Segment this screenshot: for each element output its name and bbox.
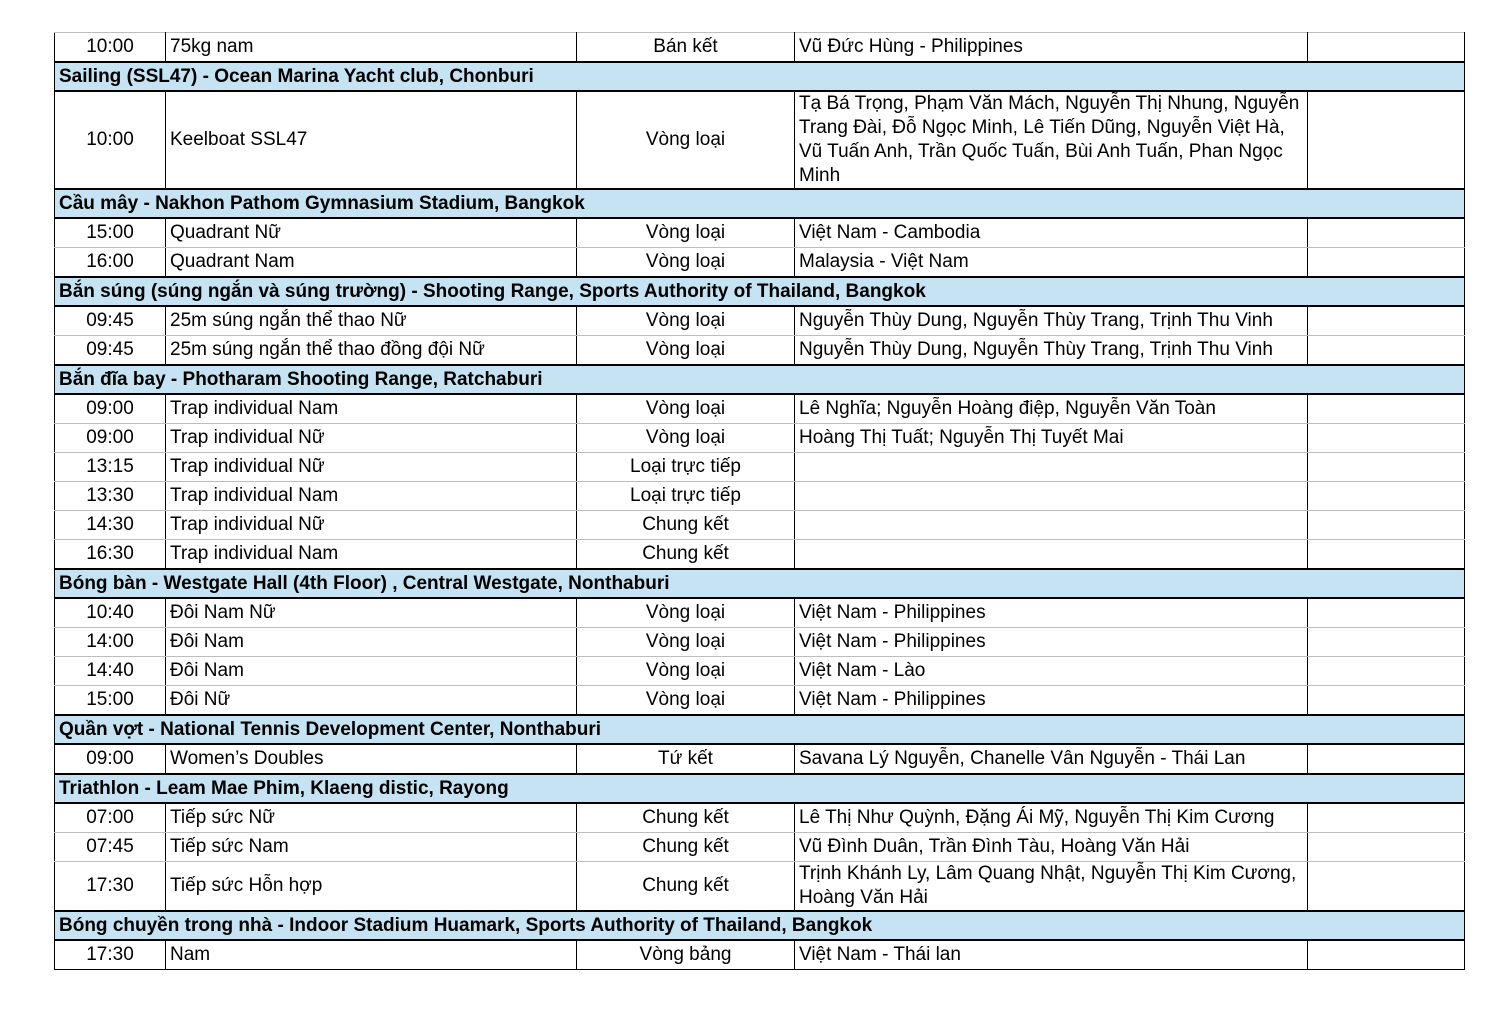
- event-name: Quadrant Nam: [166, 248, 577, 278]
- event-note: [1308, 628, 1465, 657]
- event-note: [1308, 657, 1465, 686]
- event-round: Vòng bảng: [577, 940, 795, 970]
- event-time: 13:30: [55, 482, 166, 511]
- event-note: [1308, 803, 1465, 833]
- event-athletes: Trịnh Khánh Ly, Lâm Quang Nhật, Nguyễn Thị Kim Cương, Hoàng Văn Hải: [795, 862, 1308, 912]
- event-note: [1308, 248, 1465, 278]
- event-row: [55, 482, 1465, 511]
- event-round: Loại trực tiếp: [577, 482, 795, 511]
- section-header-row: [55, 569, 1465, 598]
- event-time: 07:00: [55, 803, 166, 833]
- event-name: Đôi Nam: [166, 657, 577, 686]
- event-row: [55, 628, 1465, 657]
- event-note: [1308, 686, 1465, 716]
- event-time: 14:00: [55, 628, 166, 657]
- event-time: 16:00: [55, 248, 166, 278]
- event-row: [55, 686, 1465, 716]
- event-round: Vòng loại: [577, 306, 795, 336]
- event-round: Chung kết: [577, 511, 795, 540]
- section-title: Sailing (SSL47) - Ocean Marina Yacht club, Chonburi: [55, 62, 1465, 91]
- section-title: Bắn súng (súng ngắn và súng trường) - Shooting Range, Sports Authority of Thailand, Bangkok: [55, 277, 1465, 306]
- event-athletes: Việt Nam - Cambodia: [795, 218, 1308, 248]
- event-name: Quadrant Nữ: [166, 218, 577, 248]
- event-row: [55, 394, 1465, 424]
- event-row: [55, 453, 1465, 482]
- event-note: [1308, 453, 1465, 482]
- event-name: Trap individual Nữ: [166, 453, 577, 482]
- event-row: [55, 657, 1465, 686]
- event-name: Tiếp sức Hỗn hợp: [166, 862, 577, 912]
- event-athletes: Nguyễn Thùy Dung, Nguyễn Thùy Trang, Trịnh Thu Vinh: [795, 336, 1308, 366]
- event-time: 09:00: [55, 424, 166, 453]
- event-name: Trap individual Nam: [166, 394, 577, 424]
- event-round: Chung kết: [577, 803, 795, 833]
- event-round: Vòng loại: [577, 657, 795, 686]
- event-round: Chung kết: [577, 540, 795, 570]
- event-note: [1308, 940, 1465, 970]
- event-time: 09:00: [55, 394, 166, 424]
- event-row: [55, 598, 1465, 628]
- event-time: 15:00: [55, 686, 166, 716]
- event-athletes: Việt Nam - Philippines: [795, 598, 1308, 628]
- event-row: [55, 744, 1465, 774]
- event-time: 10:00: [55, 33, 166, 63]
- event-round: Vòng loại: [577, 424, 795, 453]
- event-name: Đôi Nam Nữ: [166, 598, 577, 628]
- event-athletes: Malaysia - Việt Nam: [795, 248, 1308, 278]
- event-note: [1308, 862, 1465, 912]
- schedule-table: [54, 32, 1465, 970]
- event-round: Vòng loại: [577, 394, 795, 424]
- section-title: Cầu mây - Nakhon Pathom Gymnasium Stadium, Bangkok: [55, 189, 1465, 218]
- event-athletes: Savana Lý Nguyễn, Chanelle Vân Nguyễn - Thái Lan: [795, 744, 1308, 774]
- event-row: [55, 862, 1465, 912]
- section-header-row: [55, 365, 1465, 394]
- event-athletes: Lê Thị Như Quỳnh, Đặng Ái Mỹ, Nguyễn Thị Kim Cương: [795, 803, 1308, 833]
- event-time: 17:30: [55, 862, 166, 912]
- event-athletes: Hoàng Thị Tuất; Nguyễn Thị Tuyết Mai: [795, 424, 1308, 453]
- event-name: Tiếp sức Nữ: [166, 803, 577, 833]
- section-title: Quần vợt - National Tennis Development Center, Nonthaburi: [55, 715, 1465, 744]
- event-round: Loại trực tiếp: [577, 453, 795, 482]
- event-note: [1308, 598, 1465, 628]
- event-name: Women’s Doubles: [166, 744, 577, 774]
- section-title: Triathlon - Leam Mae Phim, Klaeng distic, Rayong: [55, 774, 1465, 803]
- event-time: 10:40: [55, 598, 166, 628]
- section-title: Bóng bàn - Westgate Hall (4th Floor) , Central Westgate, Nonthaburi: [55, 569, 1465, 598]
- event-row: [55, 218, 1465, 248]
- event-round: Vòng loại: [577, 248, 795, 278]
- event-note: [1308, 511, 1465, 540]
- event-note: [1308, 336, 1465, 366]
- event-name: Tiếp sức Nam: [166, 833, 577, 862]
- event-round: Vòng loại: [577, 598, 795, 628]
- event-name: Trap individual Nam: [166, 540, 577, 570]
- event-note: [1308, 218, 1465, 248]
- event-row: [55, 424, 1465, 453]
- event-round: Chung kết: [577, 833, 795, 862]
- event-row: [55, 336, 1465, 366]
- event-note: [1308, 91, 1465, 189]
- event-name: Nam: [166, 940, 577, 970]
- event-time: 16:30: [55, 540, 166, 570]
- event-row: [55, 306, 1465, 336]
- event-note: [1308, 424, 1465, 453]
- section-header-row: [55, 911, 1465, 940]
- event-round: Vòng loại: [577, 91, 795, 189]
- event-athletes: Việt Nam - Philippines: [795, 686, 1308, 716]
- event-name: Đôi Nam: [166, 628, 577, 657]
- event-name: Trap individual Nam: [166, 482, 577, 511]
- event-athletes: Việt Nam - Philippines: [795, 628, 1308, 657]
- event-note: [1308, 394, 1465, 424]
- event-note: [1308, 540, 1465, 570]
- event-athletes: Việt Nam - Thái lan: [795, 940, 1308, 970]
- event-row: [55, 833, 1465, 862]
- event-athletes: Lê Nghĩa; Nguyễn Hoàng điệp, Nguyễn Văn Toàn: [795, 394, 1308, 424]
- event-name: Trap individual Nữ: [166, 511, 577, 540]
- event-row: [55, 91, 1465, 189]
- event-row: [55, 940, 1465, 970]
- event-name: 75kg nam: [166, 33, 577, 63]
- event-time: 09:45: [55, 336, 166, 366]
- event-note: [1308, 833, 1465, 862]
- event-time: 09:00: [55, 744, 166, 774]
- event-athletes: Nguyễn Thùy Dung, Nguyễn Thùy Trang, Trịnh Thu Vinh: [795, 306, 1308, 336]
- event-round: Bán kết: [577, 33, 795, 63]
- section-header-row: [55, 189, 1465, 218]
- event-time: 13:15: [55, 453, 166, 482]
- event-name: Đôi Nữ: [166, 686, 577, 716]
- event-row: [55, 33, 1465, 63]
- event-athletes: Vũ Đức Hùng - Philippines: [795, 33, 1308, 63]
- event-round: Vòng loại: [577, 218, 795, 248]
- event-time: 14:40: [55, 657, 166, 686]
- event-athletes: Việt Nam - Lào: [795, 657, 1308, 686]
- section-title: Bắn đĩa bay - Photharam Shooting Range, Ratchaburi: [55, 365, 1465, 394]
- event-round: Chung kết: [577, 862, 795, 912]
- section-title: Bóng chuyền trong nhà - Indoor Stadium Huamark, Sports Authority of Thailand, Bangkok: [55, 911, 1465, 940]
- event-athletes: Vũ Đình Duân, Trần Đình Tàu, Hoàng Văn Hải: [795, 833, 1308, 862]
- event-athletes: [795, 453, 1308, 482]
- event-row: [55, 540, 1465, 570]
- section-header-row: [55, 715, 1465, 744]
- event-athletes: Tạ Bá Trọng, Phạm Văn Mách, Nguyễn Thị Nhung, Nguyễn Trang Đài, Đỗ Ngọc Minh, Lê Tiến Dũng, Nguyễn Việt Hà, Vũ Tuấn Anh, Trần Quốc Tuấn, Bùi Anh Tuấn, Phan Ngọc Minh: [795, 91, 1308, 189]
- event-name: Keelboat SSL47: [166, 91, 577, 189]
- event-time: 10:00: [55, 91, 166, 189]
- event-row: [55, 248, 1465, 278]
- event-name: Trap individual Nữ: [166, 424, 577, 453]
- event-name: 25m súng ngắn thể thao Nữ: [166, 306, 577, 336]
- schedule-body: [55, 33, 1465, 970]
- section-header-row: [55, 774, 1465, 803]
- event-round: Vòng loại: [577, 628, 795, 657]
- event-row: [55, 511, 1465, 540]
- event-round: Vòng loại: [577, 336, 795, 366]
- event-time: 17:30: [55, 940, 166, 970]
- event-athletes: [795, 482, 1308, 511]
- event-note: [1308, 306, 1465, 336]
- event-athletes: [795, 511, 1308, 540]
- event-time: 07:45: [55, 833, 166, 862]
- event-round: Vòng loại: [577, 686, 795, 716]
- event-note: [1308, 33, 1465, 63]
- event-name: 25m súng ngắn thể thao đồng đội Nữ: [166, 336, 577, 366]
- event-round: Tứ kết: [577, 744, 795, 774]
- event-athletes: [795, 540, 1308, 570]
- section-header-row: [55, 62, 1465, 91]
- section-header-row: [55, 277, 1465, 306]
- event-time: 09:45: [55, 306, 166, 336]
- event-note: [1308, 744, 1465, 774]
- event-time: 15:00: [55, 218, 166, 248]
- event-note: [1308, 482, 1465, 511]
- event-time: 14:30: [55, 511, 166, 540]
- event-row: [55, 803, 1465, 833]
